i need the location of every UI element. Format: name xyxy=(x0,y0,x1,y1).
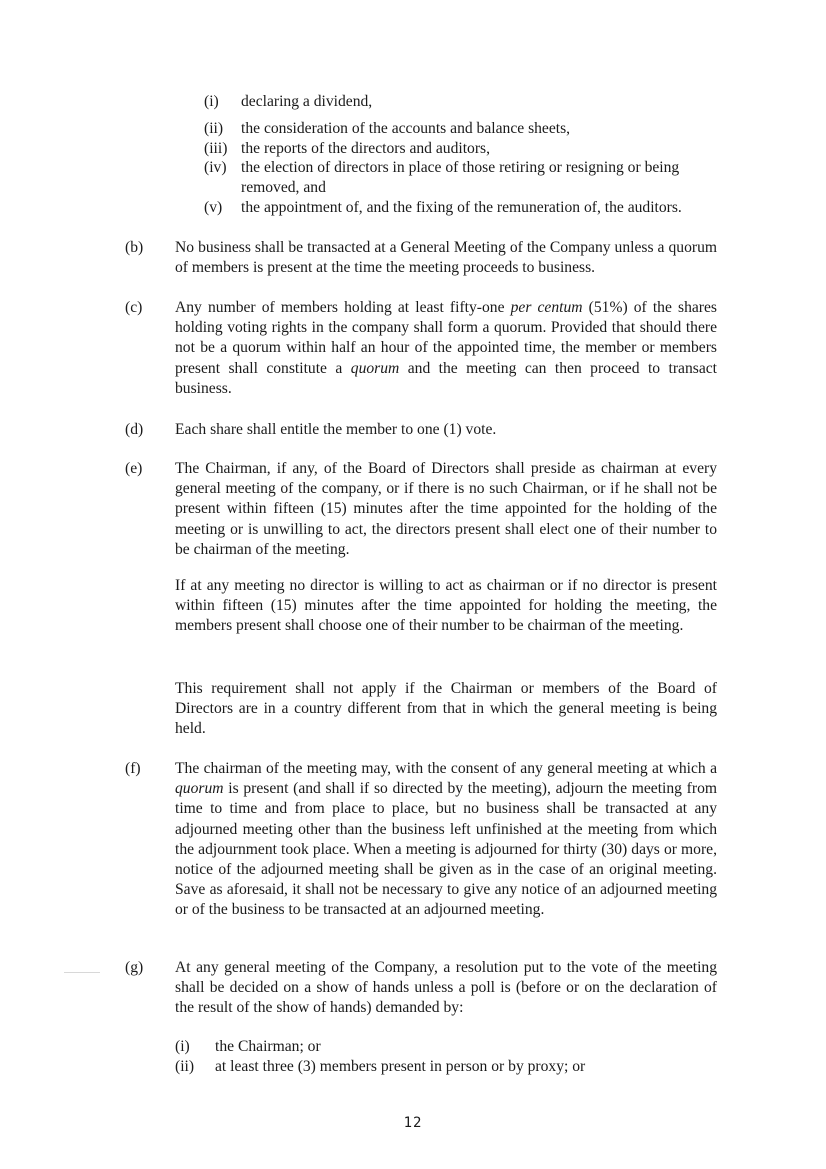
italic-term: quorum xyxy=(350,359,400,377)
section-label: (d) xyxy=(125,421,144,438)
section-paragraph: The Chairman, if any, of the Board of Directors shall preside as chairman at every general meeting of the company, or if there is no such Chairman, or if he shall not be present within fifteen (15) minutes after the time appointed for the holding of the meeting or is unwilling to act, the directors present shall elect one of their number to be chairman of the meeting. xyxy=(175,460,717,558)
section-text: At any general meeting of the Company, a resolution put to the vote of the meeting shall be decided on a show of hands unless a poll is (before or on the declaration of the result of the show of hands) demanded by: xyxy=(175,959,717,1017)
sub-list-text: the Chairman; or xyxy=(215,1038,321,1055)
section-label: (b) xyxy=(125,239,144,256)
margin-mark xyxy=(64,972,100,973)
section-text: No business shall be transacted at a General Meeting of the Company unless a quorum of members is present at the time the meeting proceeds to business. xyxy=(175,239,717,277)
top-list-number: (iii) xyxy=(204,140,228,157)
sub-list-number: (i) xyxy=(175,1038,190,1055)
section-label: (c) xyxy=(125,299,143,316)
section-paragraph: This requirement shall not apply if the Chairman or members of the Board of Directors are in a country different from that in which the general meeting is being held. xyxy=(175,680,717,738)
section-label: (g) xyxy=(125,959,144,976)
section-paragraph: If at any meeting no director is willing to act as chairman or if no director is present within fifteen (15) minutes after the time appointed for holding the meeting, the members present shall choose one of their number to be chairman of the meeting. xyxy=(175,577,717,635)
top-list-text: the appointment of, and the fixing of the remuneration of, the auditors. xyxy=(241,199,682,216)
section-text: Each share shall entitle the member to one (1) vote. xyxy=(175,421,497,438)
section-text: The chairman of the meeting may, with the consent of any general meeting at which a quorum is present (and shall if so directed by the meeting), adjourn the meeting from time to time and from place to place, but no business shall be transacted at any adjourned meeting other than the business left unfinished at the meeting from which the adjournment took place. When a meeting is adjourned for thirty (30) days or more, notice of the adjourned meeting shall be given as in the case of an original meeting. Save as aforesaid, it shall not be necessary to give any notice of an adjourned meeting or of the business to be transacted at an adjourned meeting. xyxy=(175,760,717,919)
top-list-number: (v) xyxy=(204,199,223,216)
section-label: (e) xyxy=(125,460,143,477)
top-list-number: (iv) xyxy=(204,159,227,176)
italic-term: per centum xyxy=(510,299,583,316)
sub-list-number: (ii) xyxy=(175,1058,195,1075)
sub-list-text: at least three (3) members present in person or by proxy; or xyxy=(215,1058,586,1075)
section-label: (f) xyxy=(125,760,141,777)
section-text: Any number of members holding at least fifty-one per centum (51%) of the shares holding voting rights in the company shall form a quorum. Provided that should there not be a quorum within half an hour of the appointed time, the member or members present shall constitute a quorum and the meeting can then proceed to transact business. xyxy=(175,299,717,397)
top-list-text: declaring a dividend, xyxy=(241,93,373,110)
top-list-text: the consideration of the accounts and balance sheets, xyxy=(241,120,571,137)
italic-term: quorum xyxy=(175,780,224,798)
top-list-number: (ii) xyxy=(204,120,224,137)
top-list-text: the election of directors in place of those retiring or resigning or being removed, and xyxy=(241,159,680,197)
top-list-number: (i) xyxy=(204,93,219,110)
page-number: 12 xyxy=(403,1115,423,1131)
top-list-text: the reports of the directors and auditors, xyxy=(241,140,490,157)
